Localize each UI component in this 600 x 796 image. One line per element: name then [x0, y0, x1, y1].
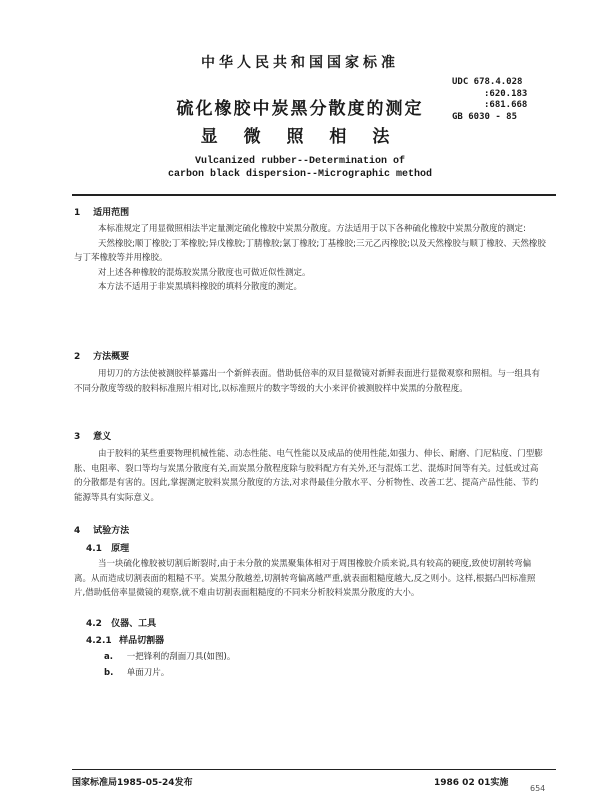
- list-item-text: 单面刀片。: [126, 668, 170, 678]
- section-title: 适用范围: [93, 208, 130, 218]
- section-title: 方法概要: [93, 352, 130, 362]
- issue-date: 国家标准局1985-05-24发布: [72, 778, 193, 788]
- list-marker: b.: [104, 668, 114, 678]
- subsection-number: 4.2: [86, 619, 102, 629]
- list-item: [104, 666, 169, 678]
- section-2-heading: [74, 349, 129, 362]
- subsection-title: 仪器、工具: [111, 619, 157, 629]
- list-marker: a.: [104, 652, 113, 662]
- section-1-paragraph-2: 天然橡胶;顺丁橡胶;丁苯橡胶;异戊橡胶;丁腈橡胶;氯丁橡胶;丁基橡胶;三元乙丙橡胶;以及天然橡胶与顺丁橡胶、天然橡胶与丁苯橡胶等并用橡胶。: [74, 238, 546, 263]
- document-title-zh-line2: 显 微 照 相 法: [200, 127, 400, 147]
- section-4-2-1-heading: [86, 633, 164, 646]
- subsection-number: 4.2.1: [86, 636, 112, 646]
- section-4-heading: [74, 523, 129, 536]
- subsection-number: 4.1: [86, 544, 102, 554]
- section-3-heading: [74, 429, 111, 442]
- section-number: 3: [74, 432, 81, 442]
- page-number: 654: [530, 784, 546, 793]
- section-title: 试验方法: [93, 526, 130, 536]
- section-4-2-heading: [86, 616, 156, 629]
- footer-divider: [72, 769, 556, 770]
- effective-date: 1986 02 01实施: [434, 778, 509, 788]
- section-title: 意义: [93, 432, 112, 442]
- list-item-text: 一把锋利的刮面刀具(如图)。: [126, 652, 236, 662]
- subsection-title: 原理: [111, 544, 130, 554]
- section-1-paragraph-1: 本标准规定了用显微照相法半定量测定硫化橡胶中炭黑分散度。方法适用于以下各种硫化橡胶中炭黑分散度的测定:: [98, 224, 526, 234]
- section-2-paragraph-1: 用切刀的方法使被测胶样暴露出一个新鲜表面。借助低倍率的双目显微镜对新鲜表面进行显微观察和照相。与一组具有不同分散度等级的胶料标准照片相对比,以标准照片的数字等级的大小来评价被测胶样中炭黑的分散程度。: [74, 369, 541, 394]
- standard-org-header: 中华人民共和国国家标准: [201, 55, 399, 71]
- document-title-zh-line1: 硫化橡胶中炭黑分散度的测定: [176, 99, 424, 119]
- section-3-body: [74, 447, 546, 505]
- gb-standard-number: GB 6030 - 85: [452, 111, 518, 122]
- section-2-body: [74, 367, 546, 396]
- section-3-paragraph-1: 由于胶料的某些重要物理机械性能、动态性能、电气性能以及成品的使用性能,如强力、伸长、耐磨、门尼粘度、门型膨胀、电阻率、裂口等均与炭黑分散度有关,而炭黑分散程度除与胶料配方有关外,还与混炼工艺、混炼时间等有关。过低或过高的分散都是有害的。因此,掌握测定胶料炭黑分散度的方法,对求得最佳分散水平、分析物性、改善工艺、提高产品性能、节约能源等具有实际意义。: [74, 449, 543, 503]
- section-1-heading: [74, 205, 129, 218]
- section-4-1-heading: [86, 541, 129, 554]
- section-1-body: [74, 222, 546, 295]
- section-number: 4: [74, 526, 81, 536]
- udc-line-3: :681.668: [484, 100, 528, 110]
- subsection-title: 样品切割器: [119, 636, 165, 646]
- udc-line-1: UDC 678.4.028: [452, 77, 523, 87]
- list-item: [104, 650, 235, 662]
- udc-line-2: :620.183: [484, 88, 528, 99]
- document-title-en-line2: carbon black dispersion--Micrographic method: [167, 169, 433, 180]
- header-divider: [72, 194, 556, 196]
- section-1-paragraph-3: 对上述各种橡胶的混炼胶炭黑分散度也可做近似性测定。: [98, 267, 311, 278]
- section-4-1-body: [74, 557, 546, 601]
- section-4-1-paragraph-1: 当一块硫化橡胶被切割后断裂时,由于未分散的炭黑聚集体相对于周围橡胶介质来说,具有较高的硬度,致使切割转弯偏离。从而造成切割表面的粗糙不平。炭黑分散越差,切割转弯偏离越严重,就表面粗糙度越大,反之则小。这样,根据凸凹标准照片,借助低倍率显微镜的观察,就不难由切割表面粗糙度的不同来分析胶料炭黑分散度的大小。: [74, 559, 536, 598]
- section-number: 2: [74, 352, 81, 362]
- document-title-en-line1: Vulcanized rubber--Determination of: [194, 156, 406, 167]
- section-1-paragraph-4: 本方法不适用于非炭黑填料橡胶的填料分散度的测定。: [98, 282, 303, 292]
- section-number: 1: [74, 208, 81, 218]
